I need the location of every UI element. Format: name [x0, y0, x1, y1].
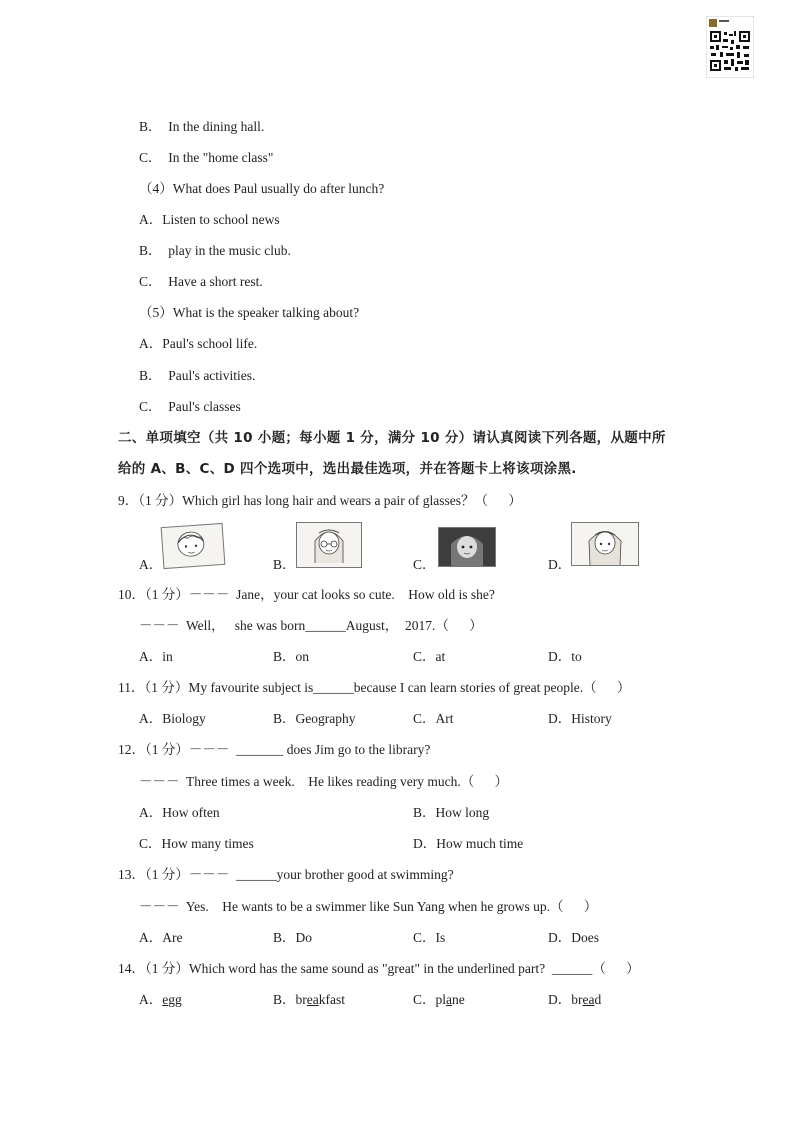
q9-stem: 9．（1 分）Which girl has long hair and wears a pair of glasses？（ ） [118, 493, 522, 508]
q9-option-c-image [438, 527, 496, 567]
q9-option-b-label: B． [273, 557, 296, 572]
q10-option-a: A．in [139, 649, 173, 664]
q14-option-d-underlined: ea [582, 992, 595, 1007]
q9-option-a-image [161, 523, 226, 569]
q11-option-c: C．Art [413, 711, 454, 726]
q14-option-b-pre: B．br [273, 992, 307, 1007]
q4-stem: （4）What does Paul usually do after lunch? [139, 181, 385, 196]
q14-option-c-pre: C．pl [413, 992, 447, 1007]
q14-option-d-post: d [594, 992, 602, 1007]
q10-line2: －－－ Well， she was born______August， 2017.（ ） [139, 618, 483, 633]
q11-option-b: B．Geography [273, 711, 356, 726]
q9-option-b-image [296, 522, 362, 568]
q4-option-b: B． play in the music club. [139, 243, 291, 258]
q3-option-c: C． In the "home class" [139, 150, 274, 165]
q12-stem: 12．（1 分）－－－ _______ does Jim go to the library? [118, 742, 431, 757]
q14-option-a [139, 992, 182, 1008]
q9-option-c-label: C． [413, 557, 436, 572]
q3-option-b: B． In the dining hall. [139, 119, 265, 134]
q10-option-b: B．on [273, 649, 310, 664]
q14-option-c [413, 992, 465, 1008]
q12-line2: －－－ Three times a week. He likes reading very much.（ ） [139, 774, 509, 789]
q14-option-b-post: kfast [318, 992, 345, 1007]
q13-stem: 13．（1 分）－－－ ______your brother good at swimming? [118, 867, 454, 882]
q14-stem: 14．（1 分）Which word has the same sound as "great" in the underlined part? ______（ ） [118, 961, 640, 976]
q10-option-d: D．to [548, 649, 582, 664]
q14-option-d-pre: D．br [548, 992, 583, 1007]
q12-option-d: D．How much time [413, 836, 524, 851]
q12-option-a: A．How often [139, 805, 220, 820]
q13-option-a: A．Are [139, 930, 183, 945]
q14-option-b [273, 992, 345, 1008]
q9-option-d-label: D． [548, 557, 572, 572]
q11-option-a: A．Biology [139, 711, 206, 726]
q14-option-d [548, 992, 601, 1008]
q11-option-d: D．History [548, 711, 612, 726]
q13-option-d: D．Does [548, 930, 599, 945]
q10-option-c: C．at [413, 649, 446, 664]
q14-option-a-pre: A． [139, 992, 163, 1007]
q14-option-c-post: ne [452, 992, 465, 1007]
q9-option-d-image [571, 522, 639, 566]
q14-option-c-underlined: a [446, 992, 453, 1007]
q4-option-c: C． Have a short rest. [139, 274, 263, 289]
q13-line2: －－－ Yes. He wants to be a swimmer like Sun Yang when he grows up.（ ） [139, 899, 598, 914]
q13-option-c: C．Is [413, 930, 446, 945]
q9-option-a-label: A． [139, 557, 163, 572]
q12-option-b: B．How long [413, 805, 490, 820]
q5-option-a: A．Paul's school life. [139, 336, 258, 351]
q14-option-a-underlined: e [162, 992, 169, 1007]
section-heading-line2: 给的 A、B、C、D 四个选项中，选出最佳选项，并在答题卡上将该项涂黑. [118, 461, 577, 477]
q5-option-b: B． Paul's activities. [139, 368, 256, 383]
q14-option-b-underlined: ea [306, 992, 319, 1007]
q5-option-c: C． Paul's classes [139, 399, 241, 414]
q5-stem: （5）What is the speaker talking about? [139, 305, 360, 320]
q13-option-b: B．Do [273, 930, 313, 945]
qr-code [706, 16, 754, 78]
q10-stem: 10．（1 分）－－－ Jane，your cat looks so cute. How old is she? [118, 587, 495, 602]
q14-option-a-post: gg [168, 992, 182, 1007]
q11-stem: 11．（1 分）My favourite subject is______because I can learn stories of great people.（ ） [118, 680, 631, 695]
section-heading-line1: 二、单项填空（共 10 小题；每小题 1 分，满分 10 分）请认真阅读下列各题，从题中所 [118, 430, 666, 446]
q4-option-a: A．Listen to school news [139, 212, 280, 227]
q12-option-c: C．How many times [139, 836, 254, 851]
